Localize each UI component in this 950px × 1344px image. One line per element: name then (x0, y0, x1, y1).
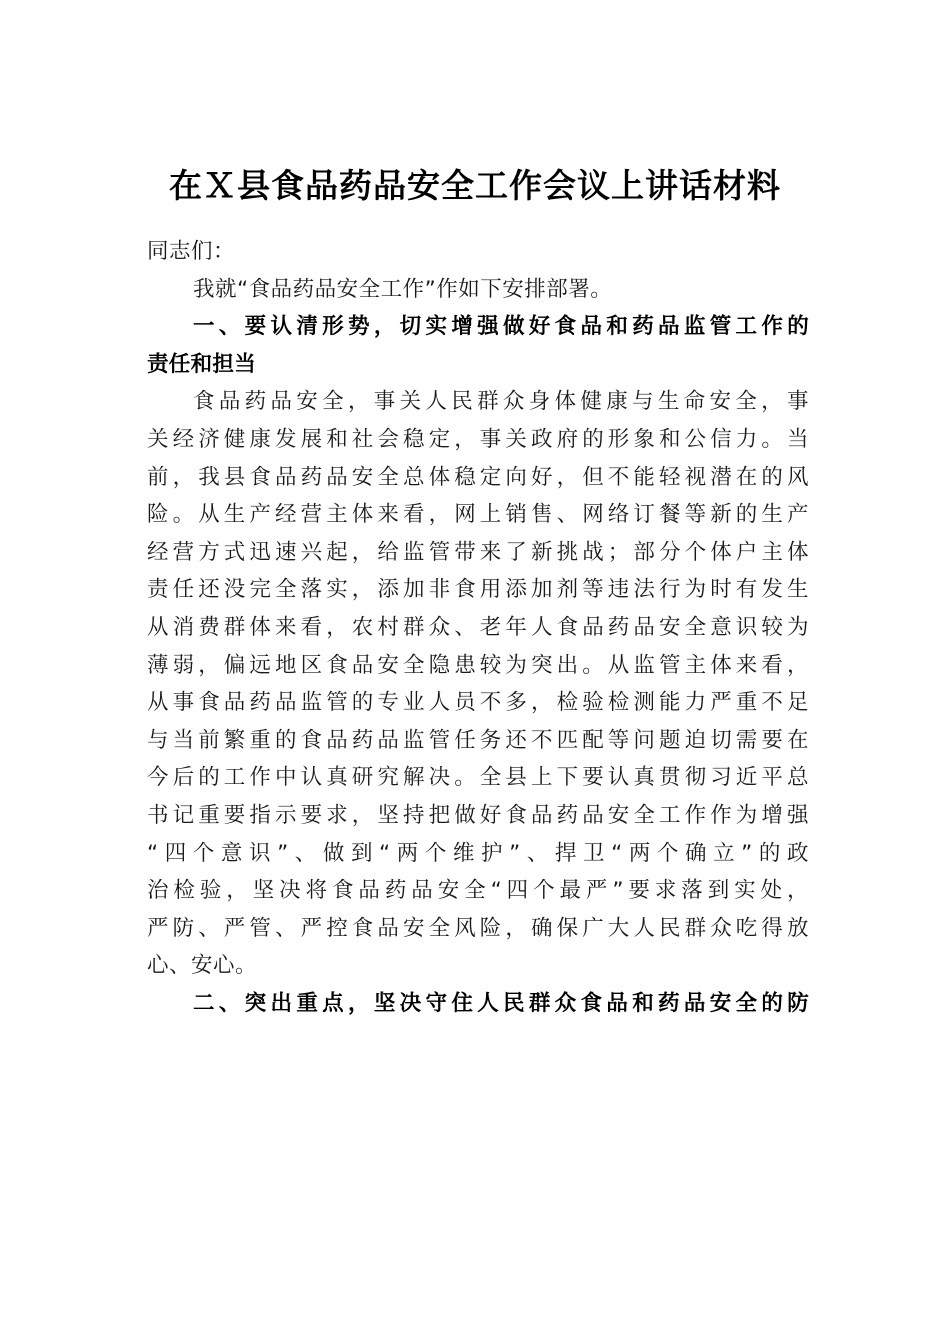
section-1-heading (147, 308, 809, 383)
heading-line: 责任和担当 (147, 351, 257, 377)
body-line: 严防、严管、严控食品安全风险，确保广大人民群众吃得放 (147, 915, 809, 941)
body-line: 责任还没完全落实，添加非食用添加剂等违法行为时有发生 (147, 577, 809, 603)
body-line: 食品药品安全，事关人民群众身体健康与生命安全，事 (193, 389, 809, 415)
body-line: 关经济健康发展和社会稳定，事关政府的形象和公信力。当 (147, 426, 809, 452)
intro-paragraph (147, 271, 809, 309)
heading-line: 一、要认清形势，切实增强做好食品和药品监管工作的 (193, 314, 809, 340)
document-body (147, 233, 809, 1022)
body-line: 与当前繁重的食品药品监管任务还不匹配等问题迫切需要在 (147, 727, 809, 753)
body-line: 经营方式迅速兴起，给监管带来了新挑战；部分个体户主体 (147, 539, 809, 565)
body-line: 前，我县食品药品安全总体稳定向好，但不能轻视潜在的风 (147, 464, 809, 490)
body-line: 从事食品药品监管的专业人员不多，检验检测能力严重不足 (147, 690, 809, 716)
intro-line: 我就“食品药品安全工作”作如下安排部署。 (193, 276, 613, 302)
body-line: 险。从生产经营主体来看，网上销售、网络订餐等新的生产 (147, 502, 809, 528)
section-2-heading (147, 985, 809, 1023)
body-line: 今后的工作中认真研究解决。全县上下要认真贯彻习近平总 (147, 765, 809, 791)
body-line: 心、安心。 (147, 953, 258, 979)
heading-line: 二、突出重点，坚决守住人民群众食品和药品安全的防 (193, 990, 809, 1016)
section-1-body (147, 383, 809, 985)
body-line: 治检验，坚决将食品药品安全“四个最严”要求落到实处， (147, 878, 809, 904)
document-title: 在Ｘ县食品药品安全工作会议上讲话材料 (169, 166, 781, 205)
body-line: 从消费群体来看，农村群众、老年人食品药品安全意识较为 (147, 614, 809, 640)
body-line: 书记重要指示要求，坚持把做好食品药品安全工作作为增强 (147, 802, 809, 828)
body-line: “四个意识”、做到“两个维护”、捍卫“两个确立”的政 (147, 840, 809, 866)
greeting: 同志们： (147, 239, 236, 264)
body-line: 薄弱，偏远地区食品安全隐患较为突出。从监管主体来看， (147, 652, 809, 678)
